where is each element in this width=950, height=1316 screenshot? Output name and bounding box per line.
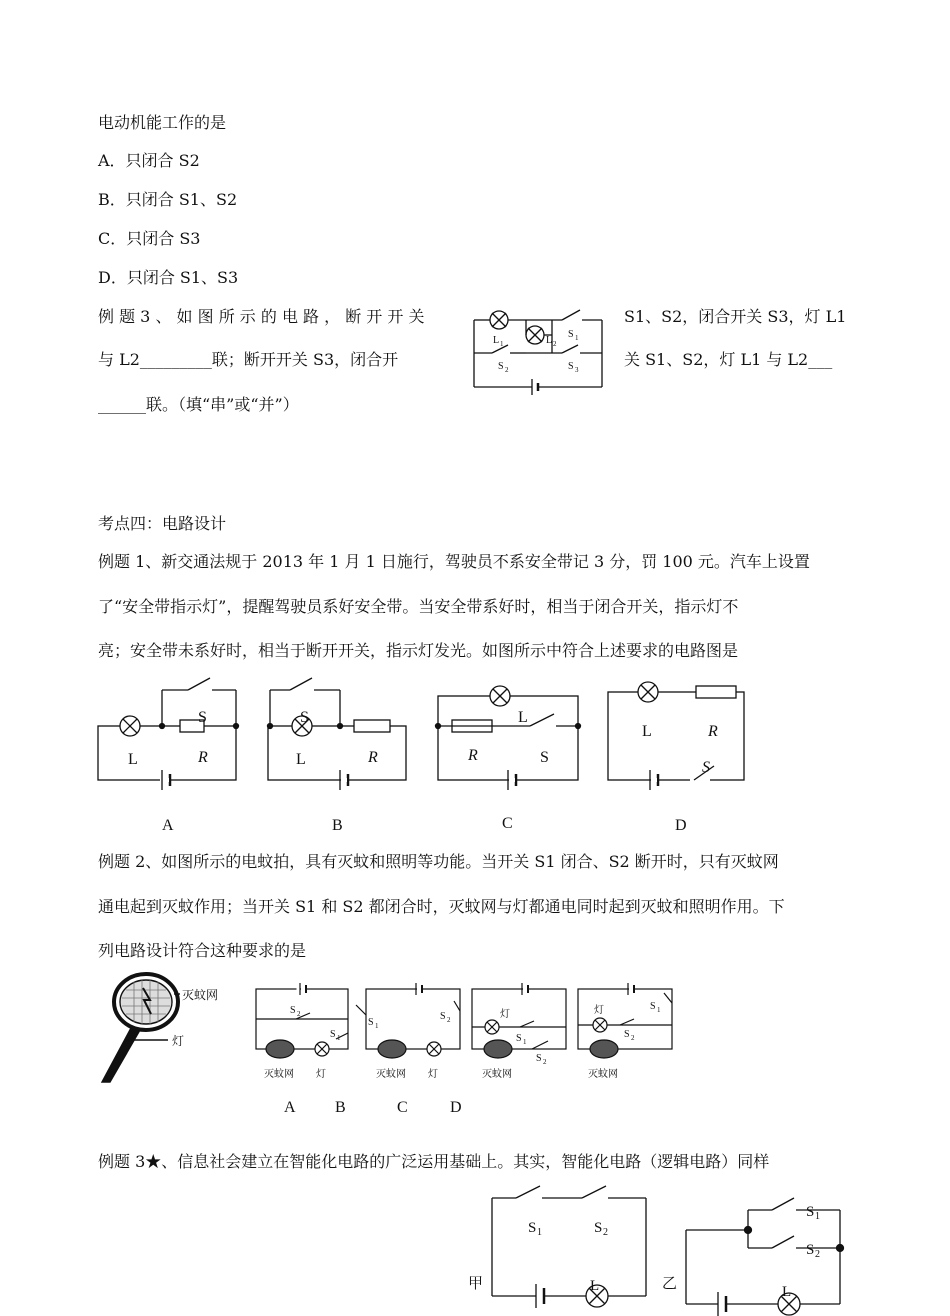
ex1-caption-a: A (162, 817, 174, 834)
svg-text:S: S (198, 709, 207, 726)
svg-text:S: S (330, 1029, 336, 1040)
label-s3-sub: 3 (575, 366, 579, 374)
ex1-circuits-figure (90, 670, 760, 840)
ex2-line-1: 例题 2、如图所示的电蚊拍，具有灭蚊和照明等功能。当开关 S1 闭合、S2 断开时，只有灭蚊网 (98, 852, 779, 871)
label-l2-sub: 2 (553, 340, 557, 348)
ex2-caption-d: D (450, 1099, 462, 1116)
ex1-line-1: 例题 1、新交通法规于 2013 年 1 月 1 日施行，驾驶员不系安全带记 3 分，罚 100 元。汽车上设置 (98, 552, 810, 571)
svg-text:L: L (128, 751, 138, 768)
svg-text:R: R (198, 749, 208, 766)
svg-text:S: S (594, 1220, 603, 1236)
ex2-circuits-figure (250, 975, 680, 1085)
label-s1: S (568, 329, 574, 340)
svg-text:S: S (650, 1001, 656, 1012)
svg-text:S: S (540, 749, 549, 766)
section-heading: 考点四：电路设计 (98, 514, 227, 533)
label-s2: S (498, 361, 504, 372)
svg-text:L: L (782, 1284, 792, 1300)
option-a: A．只闭合 S2 (98, 151, 200, 170)
svg-text:1: 1 (523, 1038, 527, 1046)
svg-text:灯: 灯 (316, 1069, 326, 1080)
svg-text:2: 2 (543, 1058, 547, 1066)
racket-net-label: 灭蚊网 (182, 988, 219, 1002)
circuit-d (608, 682, 744, 790)
question-stem-tail: 电动机能工作的是 (98, 113, 227, 132)
svg-text:2: 2 (297, 1010, 301, 1018)
svg-text:1: 1 (375, 1022, 379, 1030)
svg-text:S: S (516, 1033, 522, 1044)
svg-text:2: 2 (631, 1034, 635, 1042)
label-l1: L (493, 335, 500, 346)
svg-text:2: 2 (815, 1249, 820, 1260)
ex3-circuit-figure (470, 305, 610, 400)
svg-text:L: L (642, 723, 652, 740)
svg-text:1: 1 (815, 1211, 820, 1222)
circuit-jia (492, 1186, 646, 1308)
ex2-line-3: 列电路设计符合这种要求的是 (98, 941, 307, 960)
ex1-caption-b: B (332, 817, 343, 834)
ex2-caption-c: C (397, 1099, 408, 1116)
svg-text:灯: 灯 (594, 1005, 604, 1016)
ex2-circuit-d (578, 983, 672, 1058)
switch (188, 678, 210, 690)
svg-text:S: S (368, 1017, 374, 1028)
svg-text:S: S (440, 1011, 446, 1022)
ex3-line2-right: 关 S1、S2，灯 L1 与 L2___ (624, 350, 833, 369)
ex3-line1-left: 例 题 3 、 如 图 所 示 的 电 路 ， 断 开 开 关 (98, 307, 425, 326)
ex3-line2-left: 与 L2_________联；断开开关 S3，闭合开 (98, 350, 399, 369)
svg-text:S: S (290, 1005, 296, 1016)
ex2-line-2: 通电起到灭蚊作用；当开关 S1 和 S2 都闭合时，灭蚊网与灯都通电同时起到灭蚊和照明作用。下 (98, 897, 785, 916)
option-b: B．只闭合 S1、S2 (98, 190, 238, 209)
svg-text:灯: 灯 (500, 1009, 510, 1020)
mosquito-racket-illustration (96, 972, 246, 1084)
svg-text:乙: 乙 (662, 1276, 678, 1292)
label-l1-sub: 1 (500, 340, 504, 348)
svg-text:S: S (528, 1220, 537, 1236)
svg-text:2: 2 (603, 1227, 608, 1238)
option-c: C．只闭合 S3 (98, 229, 201, 248)
ex3-logic-circuits-figure (460, 1180, 860, 1316)
svg-text:灭蚊网: 灭蚊网 (588, 1069, 618, 1080)
ex1-caption-d: D (675, 817, 687, 834)
label-s1-sub: 1 (575, 334, 579, 342)
label-l2: L (546, 335, 553, 346)
ex1-line-3: 亮；安全带未系好时，相当于断开开关，指示灯发光。如图所示中符合上述要求的电路图是 (98, 641, 739, 660)
ex3-line3: ______联。（填“串”或“并”） (98, 395, 299, 414)
svg-text:S: S (806, 1204, 815, 1220)
svg-text:1: 1 (337, 1034, 341, 1042)
svg-text:S: S (806, 1242, 815, 1258)
svg-text:灭蚊网: 灭蚊网 (376, 1069, 406, 1080)
ex2-caption-b: B (335, 1099, 346, 1116)
ex2-circuit-c (472, 983, 566, 1058)
label-s3: S (568, 361, 574, 372)
switch-s3 (562, 345, 578, 353)
svg-text:S: S (624, 1029, 630, 1040)
svg-text:S: S (536, 1053, 542, 1064)
racket-lamp-label: 灯 (172, 1034, 185, 1048)
svg-text:L: L (518, 709, 528, 726)
circuit-c (436, 686, 581, 790)
svg-text:1: 1 (537, 1227, 542, 1238)
label-s2-sub: 2 (505, 366, 509, 374)
svg-text:灯: 灯 (428, 1069, 438, 1080)
svg-text:S: S (702, 759, 710, 776)
svg-text:灭蚊网: 灭蚊网 (264, 1069, 294, 1080)
ex3-line1-right: S1、S2，闭合开关 S3，灯 L1 (624, 307, 847, 326)
switch-s1 (562, 310, 580, 320)
svg-text:L: L (590, 1278, 600, 1294)
svg-text:L: L (296, 751, 306, 768)
circuit-a (98, 678, 239, 790)
svg-text:S: S (300, 709, 309, 726)
ex2-caption-a: A (284, 1099, 296, 1116)
svg-text:R: R (708, 723, 718, 740)
ex1-line-2: 了“安全带指示灯”，提醒驾驶员系好安全带。当安全带系好时，相当于闭合开关，指示灯不 (98, 597, 739, 616)
svg-text:2: 2 (447, 1016, 451, 1024)
svg-text:R: R (368, 749, 378, 766)
svg-text:1: 1 (657, 1006, 661, 1014)
circuit-b (268, 678, 407, 790)
ex3-line: 例题 3★、信息社会建立在智能化电路的广泛运用基础上。其实，智能化电路（逻辑电路）同样 (98, 1152, 770, 1171)
ex2-circuit-a (256, 983, 348, 1058)
option-d: D．只闭合 S1、S3 (98, 268, 239, 287)
svg-text:灭蚊网: 灭蚊网 (482, 1069, 512, 1080)
svg-text:R: R (468, 747, 478, 764)
svg-text:甲: 甲 (468, 1276, 484, 1292)
ex1-caption-c: C (502, 815, 513, 832)
